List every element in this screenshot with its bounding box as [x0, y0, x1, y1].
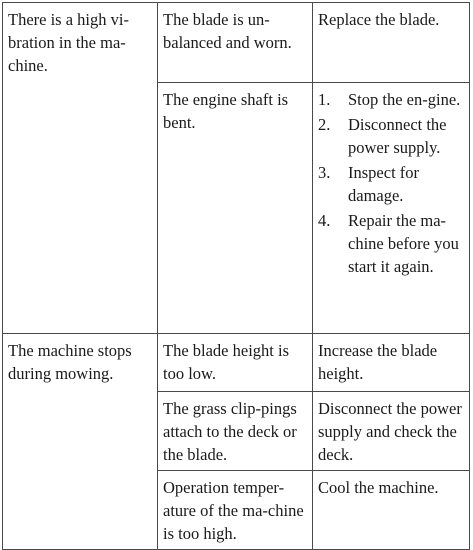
solution-cell — [313, 392, 470, 471]
table-row — [3, 334, 470, 392]
solution-step — [318, 88, 463, 111]
solution-text: Replace the blade. — [318, 10, 440, 29]
step-text: Repair the ma-chine before you start it again. — [348, 211, 459, 276]
cause-cell — [158, 471, 313, 550]
cause-text: The blade height is too low. — [163, 341, 290, 383]
cause-cell — [158, 392, 313, 471]
step-text: Stop the en-gine. — [348, 90, 461, 109]
problem-cell — [3, 334, 158, 550]
step-number: 4. — [318, 211, 331, 230]
problem-text: The machine stops during mowing. — [8, 341, 132, 383]
table-row — [3, 3, 470, 83]
cause-cell — [158, 3, 313, 83]
step-number: 2. — [318, 115, 331, 134]
cause-cell — [158, 83, 313, 334]
cause-cell — [158, 334, 313, 392]
problem-cell — [3, 3, 158, 334]
problem-text: There is a high vi-bration in the ma-chine. — [8, 10, 129, 75]
solution-cell — [313, 334, 470, 392]
step-text: Inspect for damage. — [348, 163, 420, 205]
troubleshooting-table — [2, 2, 470, 550]
step-number: 1. — [318, 90, 331, 109]
step-number: 3. — [318, 163, 331, 182]
solution-steps-list — [318, 88, 463, 278]
solution-text: Cool the machine. — [318, 478, 439, 497]
solution-text: Increase the blade height. — [318, 341, 438, 383]
solution-text: Disconnect the power supply and check the deck. — [318, 399, 462, 464]
step-text: Disconnect the power supply. — [348, 115, 447, 157]
solution-cell — [313, 3, 470, 83]
cause-text: The blade is un-balanced and worn. — [163, 10, 292, 52]
solution-cell — [313, 471, 470, 550]
cause-text: Operation temper-ature of the ma-chine is too high. — [163, 478, 304, 543]
cause-text: The grass clip-pings attach to the deck or the blade. — [163, 399, 297, 464]
cause-text: The engine shaft is bent. — [163, 90, 289, 132]
solution-step — [318, 161, 463, 207]
solution-step — [318, 113, 463, 159]
solution-step — [318, 209, 463, 278]
solution-cell — [313, 83, 470, 334]
